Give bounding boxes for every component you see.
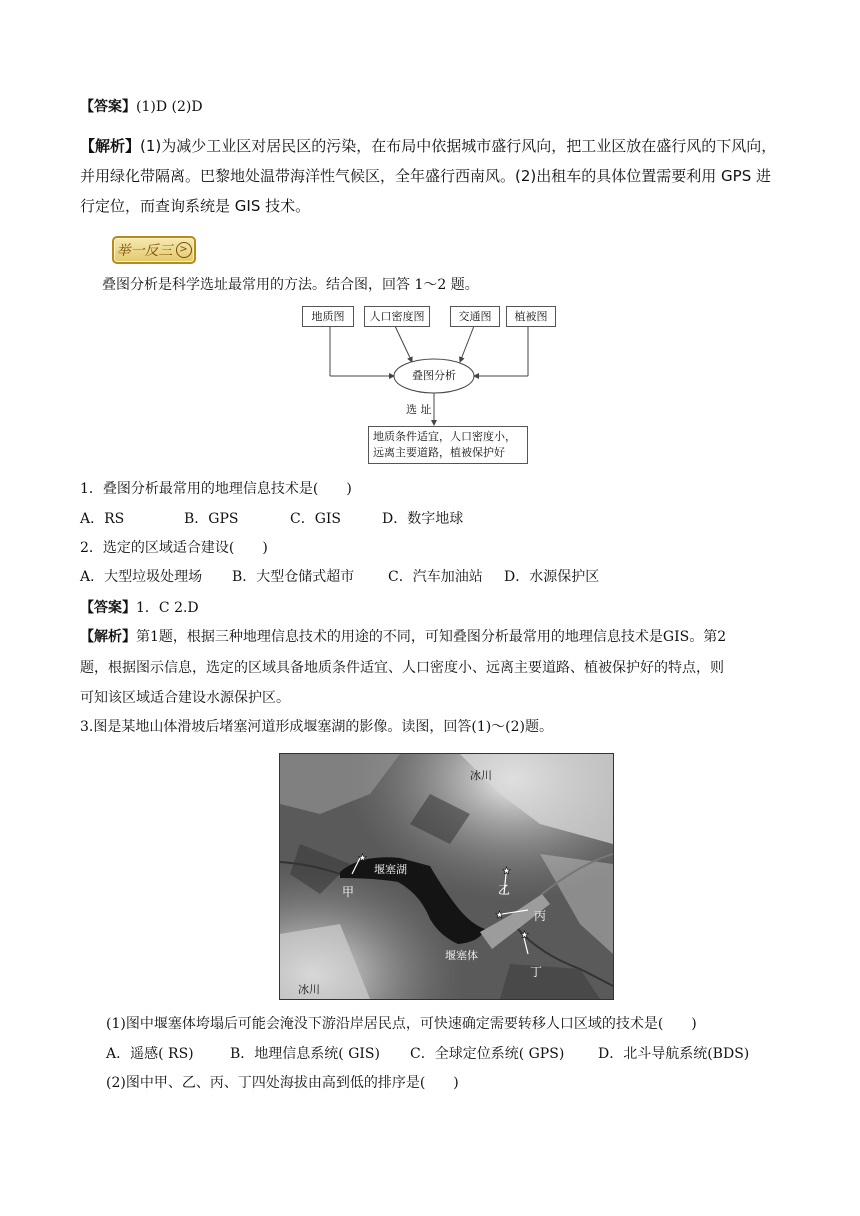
sub1-stem: (1)图中堰塞体垮塌后可能会淹没下游沿岸居民点，可快速确定需要转移人口区域的技术是( )	[106, 1016, 697, 1032]
intro-text: 叠图分析是科学选址最常用的方法。结合图，回答 1～2 题。	[102, 277, 479, 293]
answer-label: 【答案】	[80, 600, 136, 616]
q1-stem: 1．叠图分析最常用的地理信息技术是( )	[80, 481, 352, 497]
label-bing: 丙	[534, 909, 547, 923]
diagram-result-line-1: 地质条件适宜，人口密度小，	[373, 430, 516, 443]
diagram-box-population: 人口密度图	[364, 306, 430, 327]
analysis-label: 【解析】	[80, 137, 141, 155]
arrow-circle-icon: >	[176, 242, 192, 258]
q1-option-b: B．GPS	[184, 511, 239, 527]
q2-stem: 2．选定的区域适合建设( )	[80, 540, 268, 556]
answer-text: 1．C 2.D	[136, 600, 199, 616]
label-yi: 乙	[498, 883, 511, 897]
answer-label: 【答案】	[80, 99, 136, 115]
q1-option-c: C．GIS	[290, 511, 342, 527]
analysis-paragraph-1	[80, 131, 780, 221]
q1-option-d: D．数字地球	[382, 511, 464, 527]
badge-text: 举一反三	[116, 243, 173, 259]
sub1-option-c: C．全球定位系统( GPS)	[410, 1046, 565, 1062]
diagram-box-traffic: 交通图	[450, 306, 500, 327]
analysis-2-line-2: 题，根据图示信息，选定的区域具备地质条件适宜、人口密度小、远离主要道路、植被保护好的特点，则	[80, 660, 724, 676]
label-glacier-bottom: 冰川	[298, 983, 320, 996]
svg-text:★: ★	[358, 853, 367, 864]
svg-text:★: ★	[520, 930, 529, 941]
q1-option-a: A．RS	[80, 511, 125, 527]
diagram-result-box	[368, 426, 528, 464]
svg-text:★: ★	[495, 910, 504, 921]
analysis-text-1: 第1题，根据三种地理信息技术的用途的不同，可知叠图分析最常用的地理信息技术是GIS。第2	[136, 629, 727, 645]
satellite-image	[279, 753, 614, 1000]
analysis-2-line-3: 可知该区域适合建设水源保护区。	[80, 690, 290, 706]
sub2-stem: (2)图中甲、乙、丙、丁四处海拔由高到低的排序是( )	[106, 1075, 459, 1091]
label-lake: 堰塞湖	[374, 863, 407, 876]
q2-option-b: B．大型仓储式超市	[232, 569, 355, 585]
diagram-box-geology: 地质图	[302, 306, 354, 327]
sub1-option-a: A．遥感( RS)	[106, 1046, 194, 1062]
svg-text:★: ★	[502, 866, 511, 877]
label-dam: 堰塞体	[445, 949, 478, 962]
practice-badge	[112, 236, 196, 264]
q2-option-d: D．水源保护区	[504, 569, 600, 585]
analysis-2-line-1	[80, 627, 726, 647]
diagram-result-line-2: 远离主要道路，植被保护好	[373, 446, 505, 459]
overlay-analysis-diagram	[300, 304, 560, 466]
sub1-option-b: B．地理信息系统( GIS)	[230, 1046, 380, 1062]
label-glacier-top: 冰川	[470, 769, 492, 782]
answer-line-2	[80, 598, 199, 618]
analysis-text: (1)为减少工业区对居民区的污染，在布局中依据城市盛行风向，把工业区放在盛行风的下风向，并用绿化带隔离。巴黎地处温带海洋性气候区，全年盛行西南风。(2)出租车的具体位置需要利用 GPS 进行定位，而查询系统是 GIS 技术。	[80, 137, 777, 215]
label-jia: 甲	[342, 885, 355, 899]
q2-option-c: C．汽车加油站	[388, 569, 483, 585]
q3-stem: 3.图是某地山体滑坡后堵塞河道形成堰塞湖的影像。读图，回答(1)～(2)题。	[80, 719, 554, 735]
q2-option-a: A．大型垃圾处理场	[80, 569, 203, 585]
sub1-option-d: D．北斗导航系统(BDS)	[598, 1046, 750, 1062]
answer-line-1	[80, 97, 203, 117]
label-ding: 丁	[530, 965, 543, 979]
diagram-center-label: 叠图分析	[412, 369, 456, 382]
diagram-box-vegetation: 植被图	[506, 306, 556, 327]
diagram-arrow-label: 选 址	[406, 403, 432, 416]
answer-text: (1)D (2)D	[136, 99, 203, 115]
analysis-label: 【解析】	[80, 629, 136, 645]
